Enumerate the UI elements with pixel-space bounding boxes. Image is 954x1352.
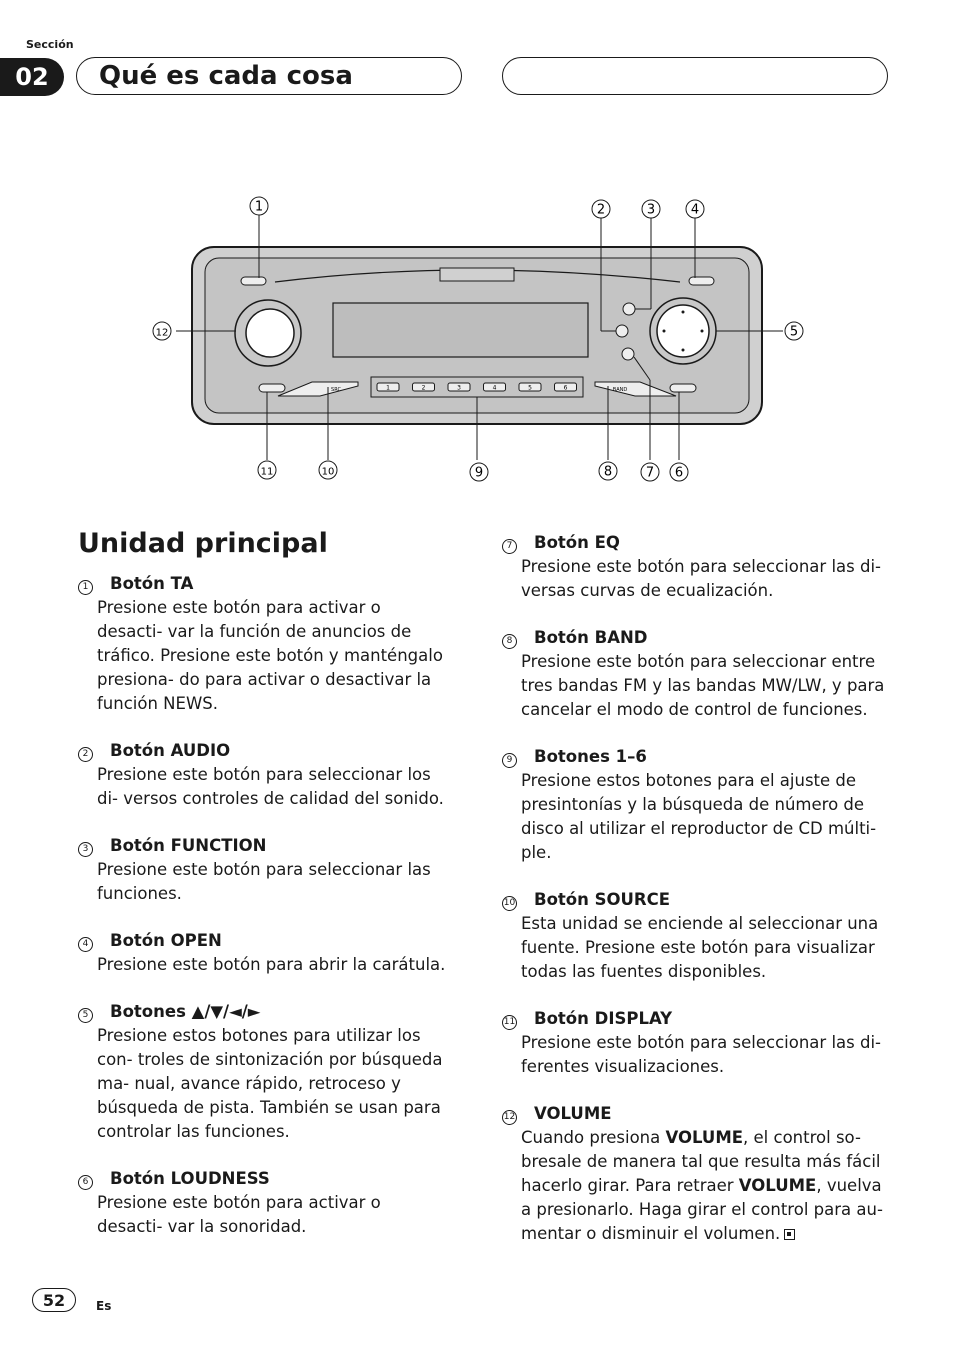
item-title: Botones ▲/▼/◄/► [110,1002,261,1021]
item-title: Botones 1–6 [534,747,647,766]
item-4 [78,929,450,977]
callout-number: 8 [603,464,613,480]
item-title: Botón EQ [534,533,620,552]
item-title: VOLUME [534,1104,612,1123]
item-body: Presione este botón para activar o desacti- var la función de anuncios de tráfico. Presione este botón y manténgalo presiona- do para activar o desactivar la función NEWS. [97,598,443,713]
display-button [259,384,285,392]
item-title: Botón BAND [534,628,648,647]
item-number: 8 [502,626,534,650]
callout-number: 1 [254,199,264,215]
item-body: Presione este botón para seleccionar los di- versos controles de calidad del sonido. [97,765,444,808]
item-title: Botón FUNCTION [110,836,267,855]
page-number: 52 [32,1288,76,1312]
item-body: Esta unidad se enciende al seleccionar una fuente. Presione este botón para visualizar todas las fuentes disponibles. [521,914,879,981]
loudness-button [670,384,696,392]
callout-number: 9 [474,465,484,481]
eq-button [622,348,634,360]
display-window [333,303,588,357]
item-3 [78,834,450,906]
callout-number: 2 [596,202,606,218]
callout-number: 11 [260,466,274,478]
item-body: Cuando presiona VOLUME, el control so- bresale de manera tal que resulta más fácil hacerlo girar. Para retraer VOLUME, vuelva a presionarlo. Haga girar el control para au- mentar o disminuir el volumen. [521,1128,883,1243]
item-number: 7 [502,531,534,555]
item-number: 5 [78,1000,110,1024]
preset-button-label: 5 [528,384,532,392]
item-number: 1 [78,572,110,596]
open-button [689,277,714,285]
callout-number: 12 [155,327,169,339]
item-number: 2 [78,739,110,763]
page-title: Qué es cada cosa [76,57,462,95]
item-title: Botón LOUDNESS [110,1169,270,1188]
end-mark-icon [784,1229,795,1240]
callout-number: 6 [674,465,684,481]
item-11 [502,1007,890,1079]
callout-number: 3 [646,202,656,218]
item-number: 10 [502,888,534,912]
item-title: Botón TA [110,574,194,593]
item-body: Presione este botón para seleccionar las funciones. [97,860,431,903]
item-number: 12 [502,1102,534,1126]
src-label: SRC [331,387,341,393]
callout-number: 7 [645,465,655,481]
callout-number: 10 [321,466,335,478]
item-body: Presione este botón para seleccionar entre tres bandas FM y las bandas MW/LW, y para cancelar el modo de control de funciones. [521,652,885,719]
preset-button-label: 3 [457,384,461,392]
item-body: Presione estos botones para el ajuste de presintonías y la búsqueda de número de disco al utilizar el reproductor de CD múlti- ple. [521,771,877,862]
head-unit-diagram [0,0,954,500]
items-left-column [78,572,450,1262]
item-6 [78,1167,450,1239]
preset-button-label: 6 [563,384,568,392]
items-right-column [502,531,890,1269]
item-number: 6 [78,1167,110,1191]
item-body: Presione este botón para seleccionar las di- versas curvas de ecualización. [521,557,881,600]
item-body: Presione este botón para seleccionar las di- ferentes visualizaciones. [521,1033,881,1076]
function-button [623,303,635,315]
callout-number: 5 [789,324,799,340]
audio-button [616,325,628,337]
item-7 [502,531,890,603]
section-heading: Unidad principal [78,528,328,559]
item-title: Botón OPEN [110,931,222,950]
ta-button [241,277,266,285]
item-2 [78,739,450,811]
item-title: Botón AUDIO [110,741,231,760]
item-number: 3 [78,834,110,858]
language-code: Es [96,1299,112,1313]
item-9 [502,745,890,865]
item-title: Botón SOURCE [534,890,671,909]
item-title: Botón DISPLAY [534,1009,673,1028]
item-1 [78,572,450,716]
preset-button-label: 1 [386,384,390,392]
item-8 [502,626,890,722]
item-10 [502,888,890,984]
item-number: 4 [78,929,110,953]
item-body: Presione este botón para abrir la carátula. [97,955,446,974]
section-number-badge: 02 [0,58,64,96]
band-label: BAND [612,387,628,393]
cd-slot-tab [440,268,514,281]
item-body: Presione estos botones para utilizar los con- troles de sintonización por búsqueda ma- nual, avance rápido, retroceso y búsqueda de pista. También se usan para controlar las funciones. [97,1026,443,1141]
item-5 [78,1000,450,1144]
item-number: 11 [502,1007,534,1031]
item-body: Presione este botón para activar o desacti- var la sonoridad. [97,1193,381,1236]
section-label: Sección [26,38,74,51]
preset-button-label: 4 [492,384,497,392]
callout-number: 4 [690,202,700,218]
preset-button-label: 2 [421,384,426,392]
item-12 [502,1102,890,1246]
item-number: 9 [502,745,534,769]
